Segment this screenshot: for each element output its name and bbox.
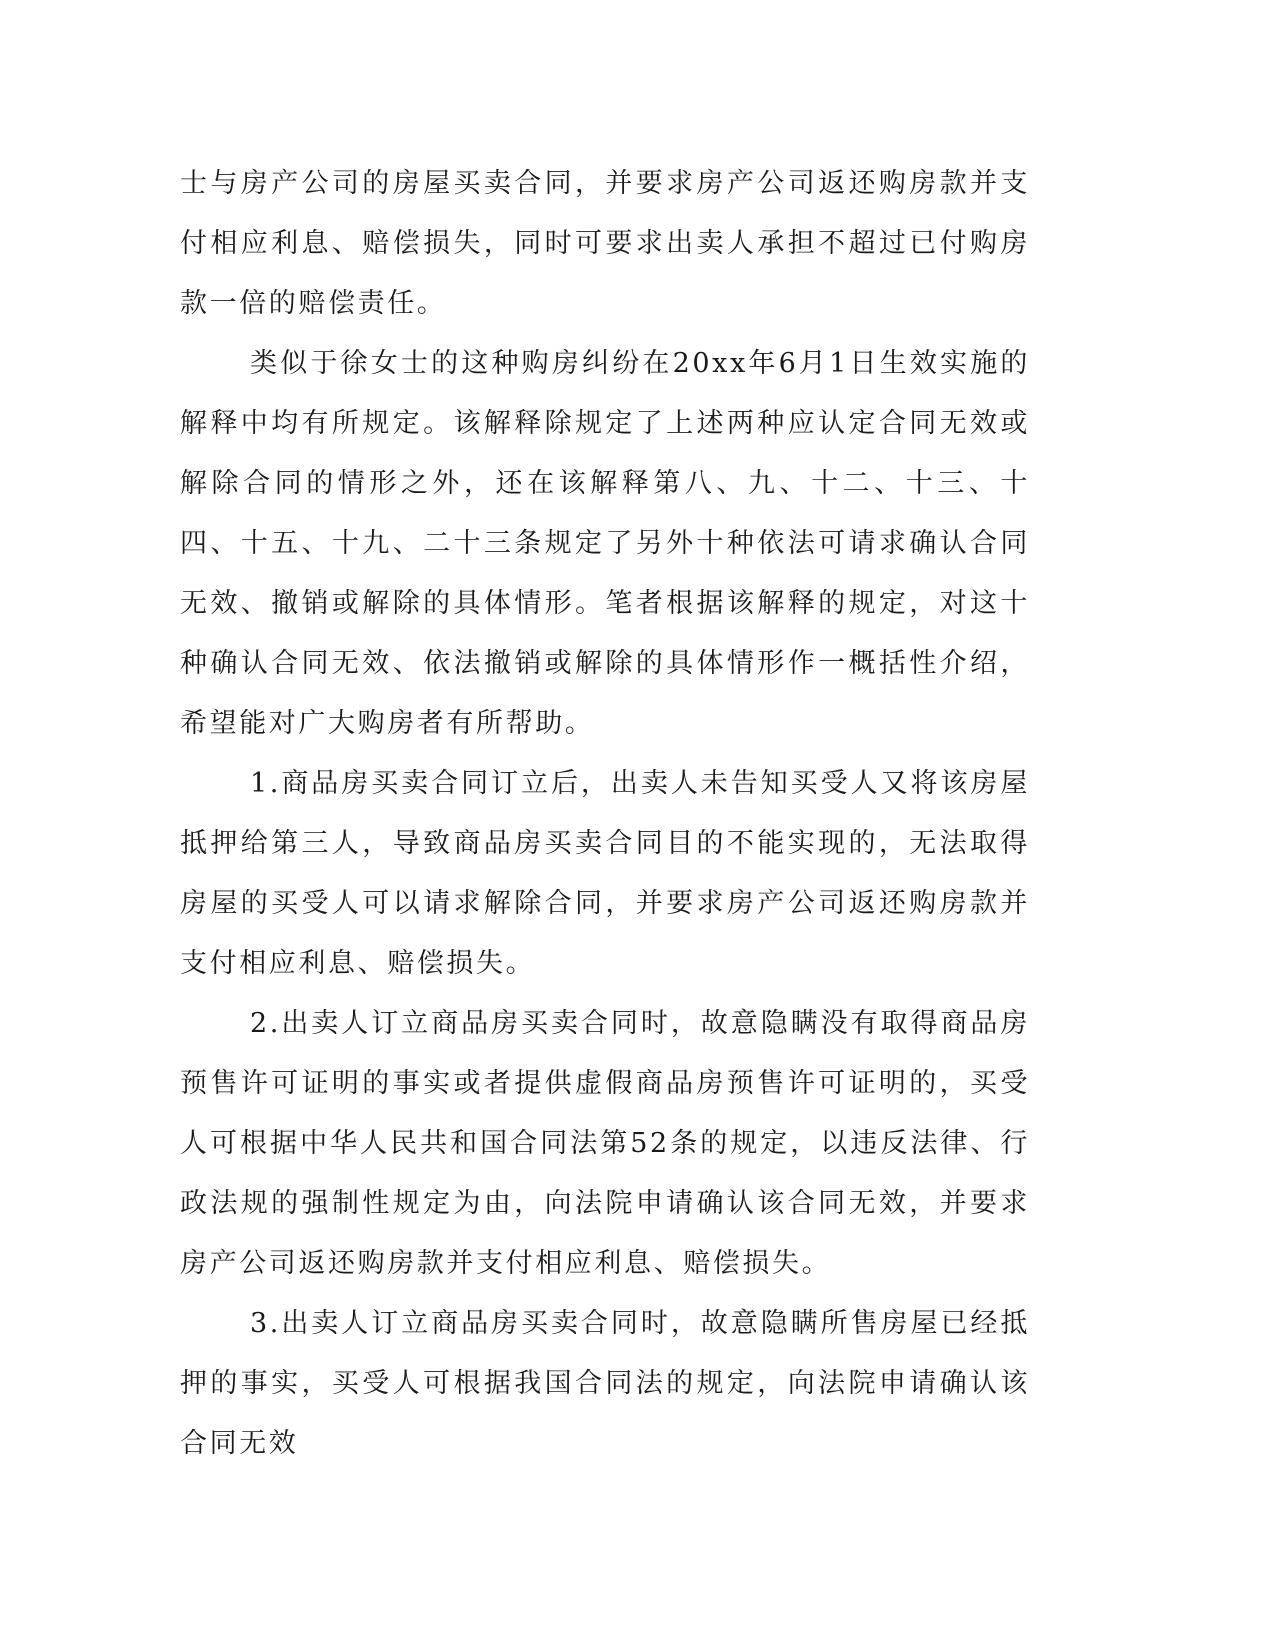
- document-page: [180, 154, 1030, 1554]
- paragraph-item-1: 1.商品房买卖合同订立后，出卖人未告知买受人又将该房屋抵押给第三人，导致商品房买卖合同目的不能实现的，无法取得房屋的买受人可以请求解除合同，并要求房产公司返还购房款并支付相应利息、赔偿损失。: [180, 768, 1030, 979]
- paragraph-interpretation-intro: 类似于徐女士的这种购房纠纷在20xx年6月1日生效实施的解释中均有所规定。该解释除规定了上述两种应认定合同无效或解除合同的情形之外，还在该解释第八、九、十二、十三、十四、十五、十九、二十三条规定了另外十种依法可请求确认合同无效、撤销或解除的具体情形。笔者根据该解释的规定，对这十种确认合同无效、依法撤销或解除的具体情形作一概括性介绍，希望能对广大购房者有所帮助。: [180, 348, 1030, 739]
- paragraph-item-2: 2.出卖人订立商品房买卖合同时，故意隐瞒没有取得商品房预售许可证明的事实或者提供虚假商品房预售许可证明的，买受人可根据中华人民共和国合同法第52条的规定，以违反法律、行政法规的强制性规定为由，向法院申请确认该合同无效，并要求房产公司返还购房款并支付相应利息、赔偿损失。: [180, 1008, 1030, 1279]
- paragraph-continuation: 士与房产公司的房屋买卖合同，并要求房产公司返还购房款并支付相应利息、赔偿损失，同时可要求出卖人承担不超过已付购房款一倍的赔偿责任。: [180, 168, 1030, 319]
- paragraph-item-3: 3.出卖人订立商品房买卖合同时，故意隐瞒所售房屋已经抵押的事实，买受人可根据我国合同法的规定，向法院申请确认该合同无效: [180, 1308, 1030, 1459]
